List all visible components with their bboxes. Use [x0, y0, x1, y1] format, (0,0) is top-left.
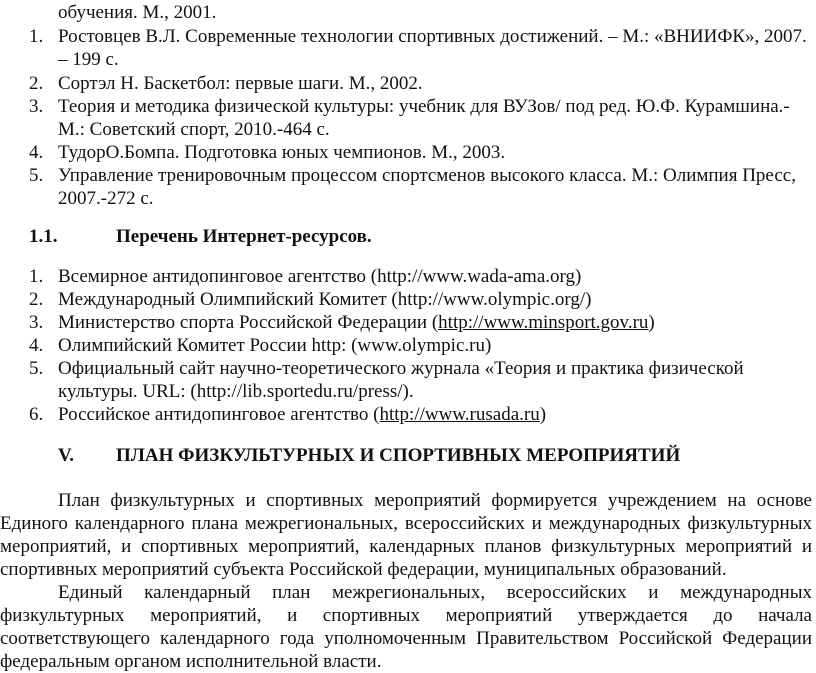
paragraph-line: федеральным органом исполнительной власти.: [0, 651, 382, 672]
literature-item-text: Ростовцев В.Л. Современные технологии спортивных достижений. – М.: «ВНИИФК», 2007.: [58, 26, 807, 47]
section-number: V.: [58, 445, 75, 466]
paragraph-line: План физкультурных и спортивных мероприятий формируется учреждением на основе: [58, 490, 812, 511]
internet-item-suffix: ): [648, 312, 655, 333]
internet-item-text: Олимпийский Комитет России http: (www.olympic.ru): [58, 335, 492, 356]
internet-item-text: Официальный сайт научно-теоретического журнала «Теория и практика физической: [58, 358, 744, 379]
internet-item-text: [58, 312, 655, 334]
internet-item-label: Министерство спорта Российской Федерации (: [58, 312, 439, 333]
literature-item-text: М.: Советский спорт, 2010.-464 с.: [58, 119, 330, 140]
continued-reference-fragment: обучения. М., 2001.: [58, 2, 217, 23]
literature-item-number: 2.: [29, 73, 44, 94]
internet-item-number: 1.: [29, 266, 44, 287]
literature-item-text: Теория и методика физической культуры: учебник для ВУЗов/ под ред. Ю.Ф. Курамшина.-: [58, 96, 790, 117]
literature-item-number: 3.: [29, 96, 44, 117]
paragraph-line: соответствующего календарного года уполномоченным Правительством Российской Федерации: [0, 628, 812, 649]
internet-item-number: 2.: [29, 289, 44, 310]
literature-item-text: Сортэл Н. Баскетбол: первые шаги. М., 2002.: [58, 73, 423, 94]
internet-item-number: 4.: [29, 335, 44, 356]
internet-item-text: Международный Олимпийский Комитет (http://www.olympic.org/): [58, 289, 592, 310]
paragraph-line: Единый календарный план межрегиональных, всероссийских и международных: [58, 582, 812, 603]
internet-item-label: Российское антидопинговое агентство (: [58, 404, 380, 425]
paragraph-line: спортивных мероприятий субъекта Российской федерации, муниципальных образований.: [0, 559, 727, 580]
internet-item-suffix: ): [539, 404, 547, 425]
literature-item-text: Управление тренировочным процессом спортсменов высокого класса. М.: Олимпия Пресс,: [58, 165, 796, 186]
paragraph-line: физкультурных мероприятий, и спортивных мероприятий утверждается до начала: [0, 605, 812, 626]
internet-item-text: Всемирное антидопинговое агентство (http://www.wada-ama.org): [58, 266, 582, 287]
rusada-link[interactable]: http://www.rusada.ru: [379, 404, 540, 425]
literature-item-number: 4.: [29, 142, 44, 163]
internet-item-text: культуры. URL: (http://lib.sportedu.ru/press/).: [58, 381, 414, 402]
literature-item-text: – 199 с.: [58, 49, 119, 70]
paragraph-line: мероприятий, и спортивных мероприятий, календарных планов физкультурных мероприятий и: [0, 536, 812, 557]
literature-item-text: 2007.-272 с.: [58, 188, 154, 209]
literature-item-number: 1.: [29, 26, 44, 47]
literature-item-number: 5.: [29, 165, 44, 186]
paragraph-line: Единого календарного плана межрегиональных, всероссийских и международных физкультурных: [0, 513, 812, 534]
internet-item-text: [58, 404, 546, 426]
internet-item-number: 6.: [29, 404, 44, 425]
internet-item-number: 3.: [29, 312, 44, 333]
internet-heading-number: 1.1.: [29, 226, 58, 247]
internet-heading-title: Перечень Интернет-ресурсов.: [116, 226, 372, 247]
minsport-link[interactable]: http://www.minsport.gov.ru: [438, 312, 649, 333]
literature-item-text: ТудорО.Бомпа. Подготовка юных чемпионов. М., 2003.: [58, 142, 506, 163]
section-title: ПЛАН ФИЗКУЛЬТУРНЫХ И СПОРТИВНЫХ МЕРОПРИЯТИЙ: [116, 445, 681, 466]
internet-item-number: 5.: [29, 358, 44, 379]
